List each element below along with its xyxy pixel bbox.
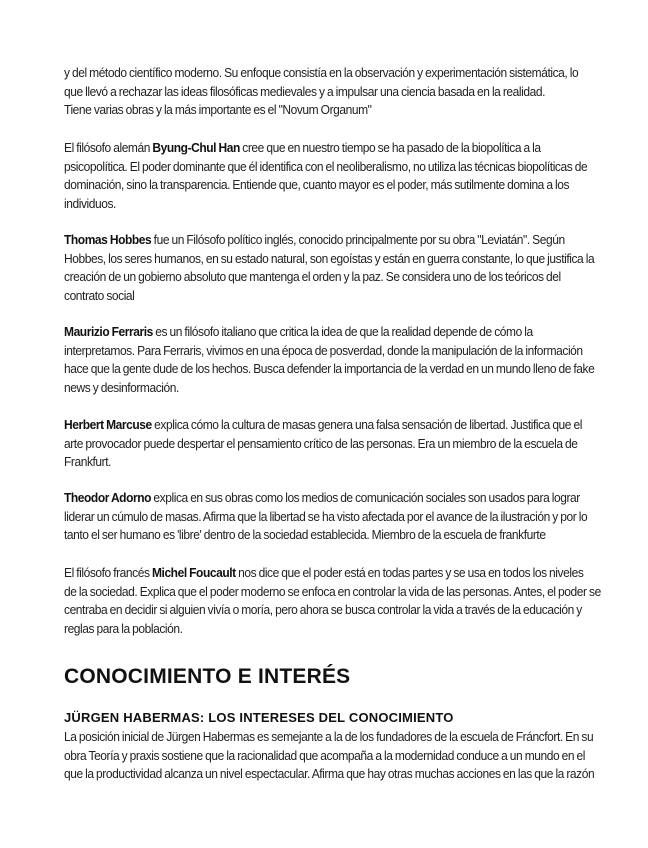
subsection-title: JÜRGEN HABERMAS: LOS INTERESES DEL CONOCIMIENTO — [64, 710, 454, 725]
paragraph-han: El filósofo alemán Byung-Chul Han cree que en nuestro tiempo se ha pasado de la biopolítica a la psicopolítica. El poder dominante que él identifica con el neoliberalismo, no utiliza las técnicas biopolíticas de dominación, sino la transparencia. Entiende que, cuanto mayor es el poder, más sutilmente domina a los individuos. — [64, 141, 588, 211]
name-byung-chul-han: Byung-Chul Han — [152, 141, 240, 155]
name-maurizio-ferraris: Maurizio Ferraris — [64, 325, 153, 339]
name-michel-foucault: Michel Foucault — [151, 566, 236, 580]
paragraph-habermas: La posición inicial de Jürgen Habermas es semejante a la de los fundadores de la escuela de Fráncfort. En su obra Teoría y praxis sostiene que la racionalidad que acompaña a la modernidad conduce a un mundo en el que la productividad alcanza un nivel espectacular. Afirma que hay otras muchas acciones en las que la razón — [64, 730, 595, 781]
name-thomas-hobbes: Thomas Hobbes — [64, 233, 152, 247]
name-herbert-marcuse: Herbert Marcuse — [64, 418, 152, 432]
paragraph-adorno: Theodor Adorno explica en sus obras como los medios de comunicación sociales son usados para lograr liderar un cúmulo de masas. Afirma que la libertad se ha visto afectada por el avance de la ilustración y por lo tanto el ser humano es 'libre' dentro de la sociedad establecida. Miembro de la escuela de frankfurte — [64, 491, 588, 542]
paragraph-foucault: El filósofo francés Michel Foucault nos dice que el poder está en todas partes y se usa en todos los niveles de la sociedad. Explica que el poder moderno se enfoca en controlar la vida de las personas. Antes, el poder se centraba en decidir si alguien vivía o moría, pero ahora se busca controlar la vida a través de la educación y reglas para la población. — [64, 566, 601, 636]
paragraph-ferraris: Maurizio Ferraris es un filósofo italiano que critica la idea de que la realidad depende de cómo la interpretamos. Para Ferraris, vivimos en una época de posverdad, donde la manipulación de la información hace que la gente dude de los hechos. Busca defender la importancia de la verdad en un mundo lleno de fake news y desinformación. — [64, 325, 595, 395]
name-theodor-adorno: Theodor Adorno — [64, 491, 152, 505]
section-title: CONOCIMIENTO E INTERÉS — [64, 665, 351, 688]
paragraph-hobbes: Thomas Hobbes fue un Filósofo político inglés, conocido principalmente por su obra "Leviatán". Según Hobbes, los seres humanos, en su estado natural, son egoístas y están en guerra constante, lo que justifica la creación de un gobierno absoluto que mantenga el orden y la paz. Se considera uno de los teóricos del contrato social — [64, 233, 595, 303]
paragraph-marcuse: Herbert Marcuse explica cómo la cultura de masas genera una falsa sensación de libertad. Justifica que el arte provocador puede despertar el pensamiento crítico de las personas. Era un miembro de la escuela de Frankfurt. — [64, 418, 582, 469]
paragraph-bacon-continuation: y del método científico moderno. Su enfoque consistía en la observación y experimentación sistemática, lo que llevó a rechazar las ideas filosóficas medievales y a impulsar una ciencia basada en la realidad. Tiene varias obras y la más importante es el "Novum Organum" — [64, 66, 579, 117]
